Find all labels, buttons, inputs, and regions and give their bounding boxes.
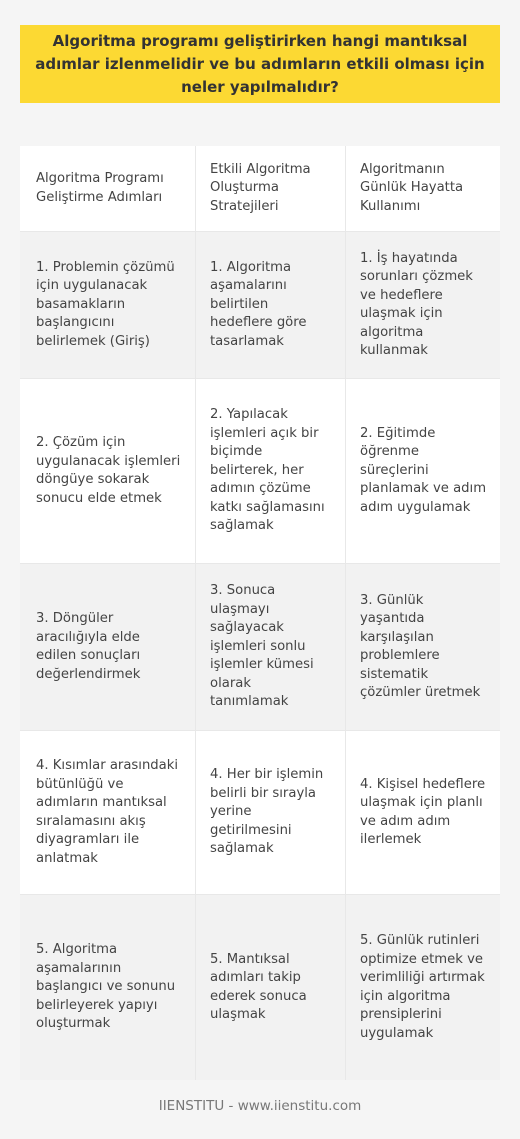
- column-header-strategies: Etkili Algoritma Oluşturma Stratejileri: [195, 146, 345, 231]
- table-cell: 5. Günlük rutinleri optimize etmek ve verimliliği artırmak için algoritma prensiplerini uygulamak: [345, 895, 500, 1080]
- column-header-daily-use: Algoritmanın Günlük Hayatta Kullanımı: [345, 146, 500, 231]
- table-cell: 1. İş hayatında sorunları çözmek ve hedeflere ulaşmak için algoritma kullanmak: [345, 232, 500, 378]
- table-row: [20, 564, 500, 731]
- footer-credit: IIENSTITU - www.iienstitu.com: [158, 1098, 362, 1114]
- column-header-development-steps: Algoritma Programı Geliştirme Adımları: [36, 171, 164, 205]
- table-cell: 4. Kişisel hedeflere ulaşmak için planlı ve adım adım ilerlemek: [345, 731, 500, 894]
- comparison-table: [20, 146, 500, 1080]
- table-cell: 2. Yapılacak işlemleri açık bir biçimde belirterek, her adımın çözüme katkı sağlamasını sağlamak: [195, 379, 345, 563]
- table-header-row: [20, 146, 500, 232]
- table-cell: 4. Kısımlar arasındaki bütünlüğü ve adımların mantıksal sıralamasını akış diyagramları ile anlatmak: [36, 758, 179, 866]
- table-cell: 3. Döngüler aracılığıyla elde edilen sonuçları değerlendirmek: [36, 611, 141, 682]
- table-row: [20, 895, 500, 1080]
- title-banner: [20, 25, 500, 103]
- table-cell: 2. Çözüm için uygulanacak işlemleri döngüye sokarak sonucu elde etmek: [36, 435, 181, 506]
- table-cell: 4. Her bir işlemin belirli bir sırayla yerine getirilmesini sağlamak: [195, 731, 345, 894]
- table-cell: 5. Algoritma aşamalarının başlangıcı ve sonunu belirleyerek yapıyı oluşturmak: [36, 942, 176, 1032]
- table-cell: 1. Problemin çözümü için uygulanacak basamakların başlangıcını belirlemek (Giriş): [36, 259, 175, 349]
- table-cell: 1. Algoritma aşamalarını belirtilen hedeflere göre tasarlamak: [195, 232, 345, 378]
- table-row: [20, 731, 500, 895]
- table-cell: 3. Günlük yaşantıda karşılaşılan problemlere sistematik çözümler üretmek: [345, 564, 500, 730]
- table-cell: 3. Sonuca ulaşmayı sağlayacak işlemleri sonlu işlemler kümesi olarak tanımlamak: [195, 564, 345, 730]
- table-cell: 2. Eğitimde öğrenme süreçlerini planlamak ve adım adım uygulamak: [345, 379, 500, 563]
- table-row: [20, 232, 500, 379]
- page-title: Algoritma programı geliştirirken hangi mantıksal adımlar izlenmelidir ve bu adımların etkili olması için neler yapılmalıdır?: [35, 31, 485, 96]
- table-row: [20, 379, 500, 564]
- table-cell: 5. Mantıksal adımları takip ederek sonuca ulaşmak: [195, 895, 345, 1080]
